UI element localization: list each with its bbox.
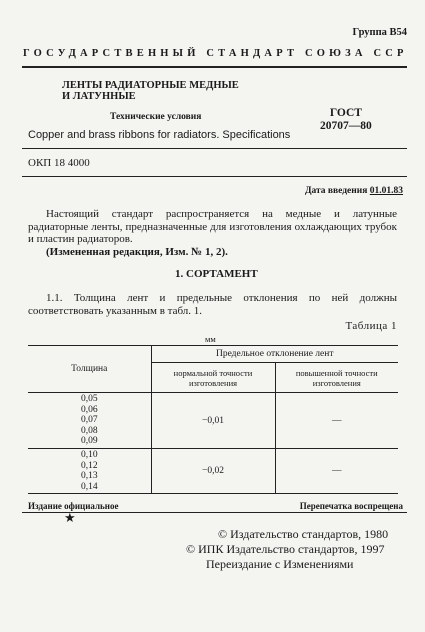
thickness-table [28,345,398,494]
col-thickness-header: Толщина [28,346,151,393]
thickness-values [28,393,151,449]
okp-divider [22,176,407,177]
thickness-value: 0,14 [81,481,98,492]
thickness-value: 0,12 [81,460,98,471]
col-normal-header: нормальной точности изготовления [151,363,275,393]
thickness-value: 0,05 [81,394,98,404]
state-standard-header: ГОСУДАРСТВЕННЫЙ СТАНДАРТ СОЮЗА ССР [23,48,408,59]
english-title: Copper and brass ribbons for radiators. Specifications [28,129,291,141]
thickness-value: 0,08 [81,425,98,436]
footer-divider [22,512,407,513]
col-high-header: повышенной точности изготовления [275,363,398,393]
effective-date-label: Дата введения [304,186,370,196]
reissue-note: Переиздание с Изменениями [206,557,354,571]
star-icon: ★ [64,510,76,525]
table-row [28,393,398,449]
thickness-value: 0,09 [81,436,98,446]
effective-date-value: 01.01.83 [369,186,403,196]
document-title [62,80,239,102]
thickness-value: 0,06 [81,404,98,415]
gost-number: 20707—80 [320,120,372,132]
group-code: Группа В54 [352,27,407,38]
normal-deviation: −0,02 [151,449,275,494]
reprint-prohibited: Перепечатка воспрещена [299,501,403,511]
amendment-note: (Измененная редакция, Изм. № 1, 2). [46,246,228,258]
okp-code: ОКП 18 4000 [28,157,90,169]
high-deviation: — [275,393,398,449]
document-subtitle: Технические условия [110,112,202,122]
thickness-value: 0,07 [81,415,98,425]
gost-label: ГОСТ [329,107,362,119]
col-deviation-header: Предельное отклонение лент [151,346,398,363]
document-title-line2: И ЛАТУННЫЕ [62,91,136,102]
header-divider [22,66,407,68]
section-title: 1. СОРТАМЕНТ [175,268,258,280]
clause-1-1: 1.1. Толщина лент и предельные отклонения по ней должны соответствовать указанным в табл. 1. [28,292,397,317]
table-label: Таблица 1 [345,320,397,332]
effective-date [305,186,403,196]
thickness-values [28,449,151,494]
copyright-1980: © Издательство стандартов, 1980 [218,527,389,541]
gost-designation [320,107,372,133]
high-deviation: — [275,449,398,494]
document-title-line1: ЛЕНТЫ РАДИАТОРНЫЕ МЕДНЫЕ [62,80,239,91]
normal-deviation: −0,01 [151,393,275,449]
title-divider [22,148,407,149]
thickness-value: 0,13 [81,471,98,481]
scope-paragraph: Настоящий стандарт распространяется на медные и латунные радиаторные ленты, предназначенные для изготовления охлаждающих трубок и пластин радиаторов. [28,208,397,245]
official-edition: Издание официальное [28,501,119,511]
table-row [28,449,398,494]
thickness-value: 0,10 [81,450,98,460]
copyright-1997: © ИПК Издательство стандартов, 1997 [186,542,385,556]
units-label: мм [205,334,216,344]
